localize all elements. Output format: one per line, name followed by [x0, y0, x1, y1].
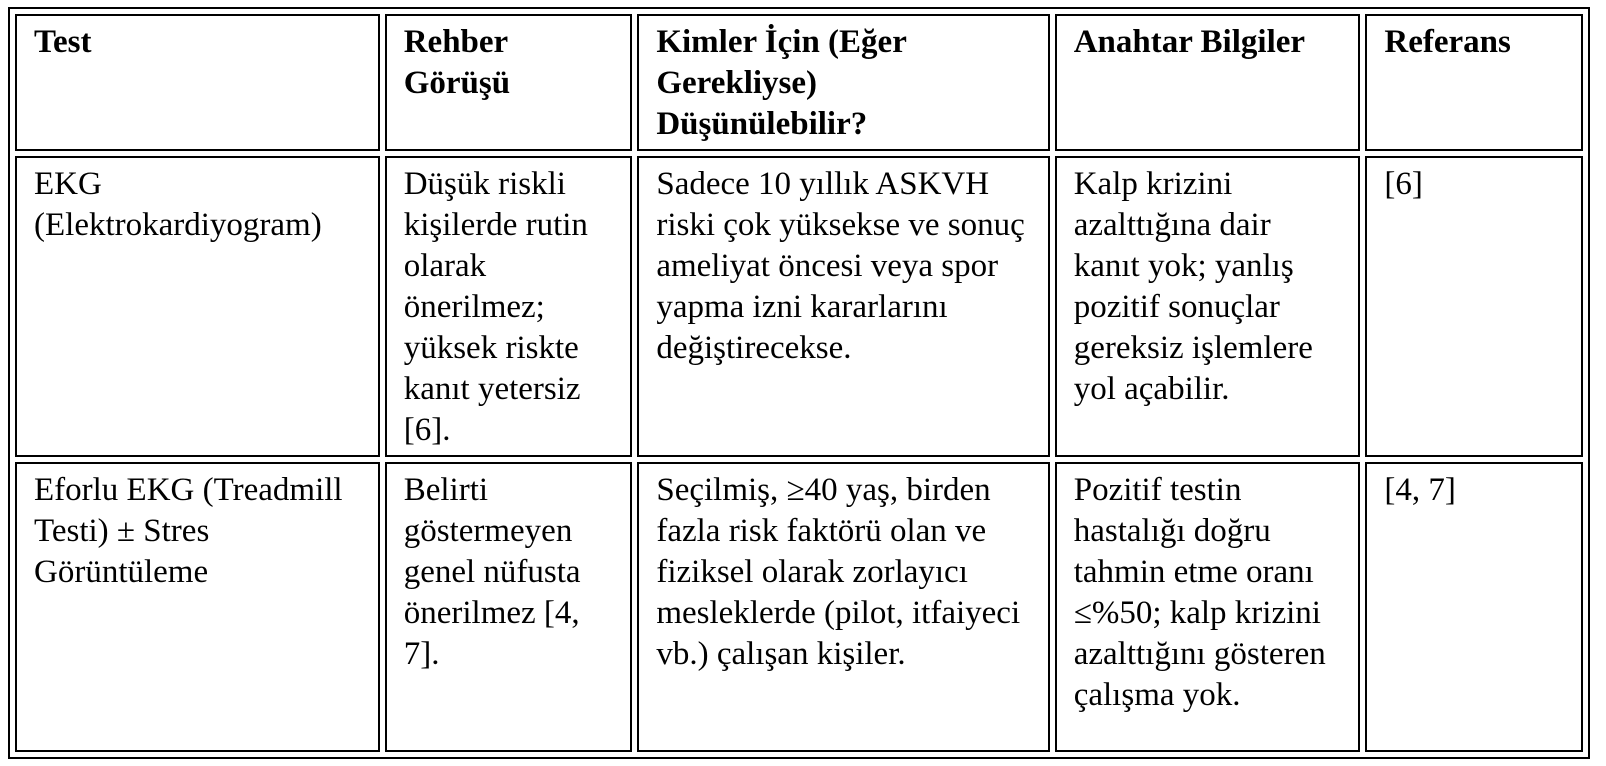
table-row [15, 156, 1583, 457]
header-key-info: Anahtar Bilgiler [1055, 14, 1361, 151]
cell-reference: [6] [1365, 156, 1583, 457]
cell-key-info: Kalp krizini azalttığına dair kanıt yok; yanlış pozitif sonuçlar gereksiz işlemlere yol açabilir. [1055, 156, 1361, 457]
table-row [15, 462, 1583, 752]
header-test: Test [15, 14, 380, 151]
cell-test: Eforlu EKG (Treadmill Testi) ± Stres Görüntüleme [15, 462, 380, 752]
cell-reference: [4, 7] [1365, 462, 1583, 752]
table-header-row [15, 14, 1583, 151]
cell-guideline: Düşük riskli kişilerde rutin olarak önerilmez; yüksek riskte kanıt yetersiz [6]. [385, 156, 633, 457]
header-guideline: Rehber Görüşü [385, 14, 633, 151]
table-container [8, 7, 1598, 756]
cell-for-whom: Sadece 10 yıllık ASKVH riski çok yüksekse ve sonuç ameliyat öncesi veya spor yapma izni kararlarını değiştirecekse. [637, 156, 1049, 457]
header-for-whom: Kimler İçin (Eğer Gerekliyse) Düşünülebilir? [637, 14, 1049, 151]
cell-key-info: Pozitif testin hastalığı doğru tahmin etme oranı ≤%50; kalp krizini azalttığını gösteren çalışma yok. [1055, 462, 1361, 752]
header-reference: Referans [1365, 14, 1583, 151]
cell-for-whom: Seçilmiş, ≥40 yaş, birden fazla risk faktörü olan ve fiziksel olarak zorlayıcı mesleklerde (pilot, itfaiyeci vb.) çalışan kişiler. [637, 462, 1049, 752]
cell-guideline: Belirti göstermeyen genel nüfusta önerilmez [4, 7]. [385, 462, 633, 752]
cell-test: EKG (Elektrokardiyogram) [15, 156, 380, 457]
screening-tests-table [8, 7, 1590, 759]
